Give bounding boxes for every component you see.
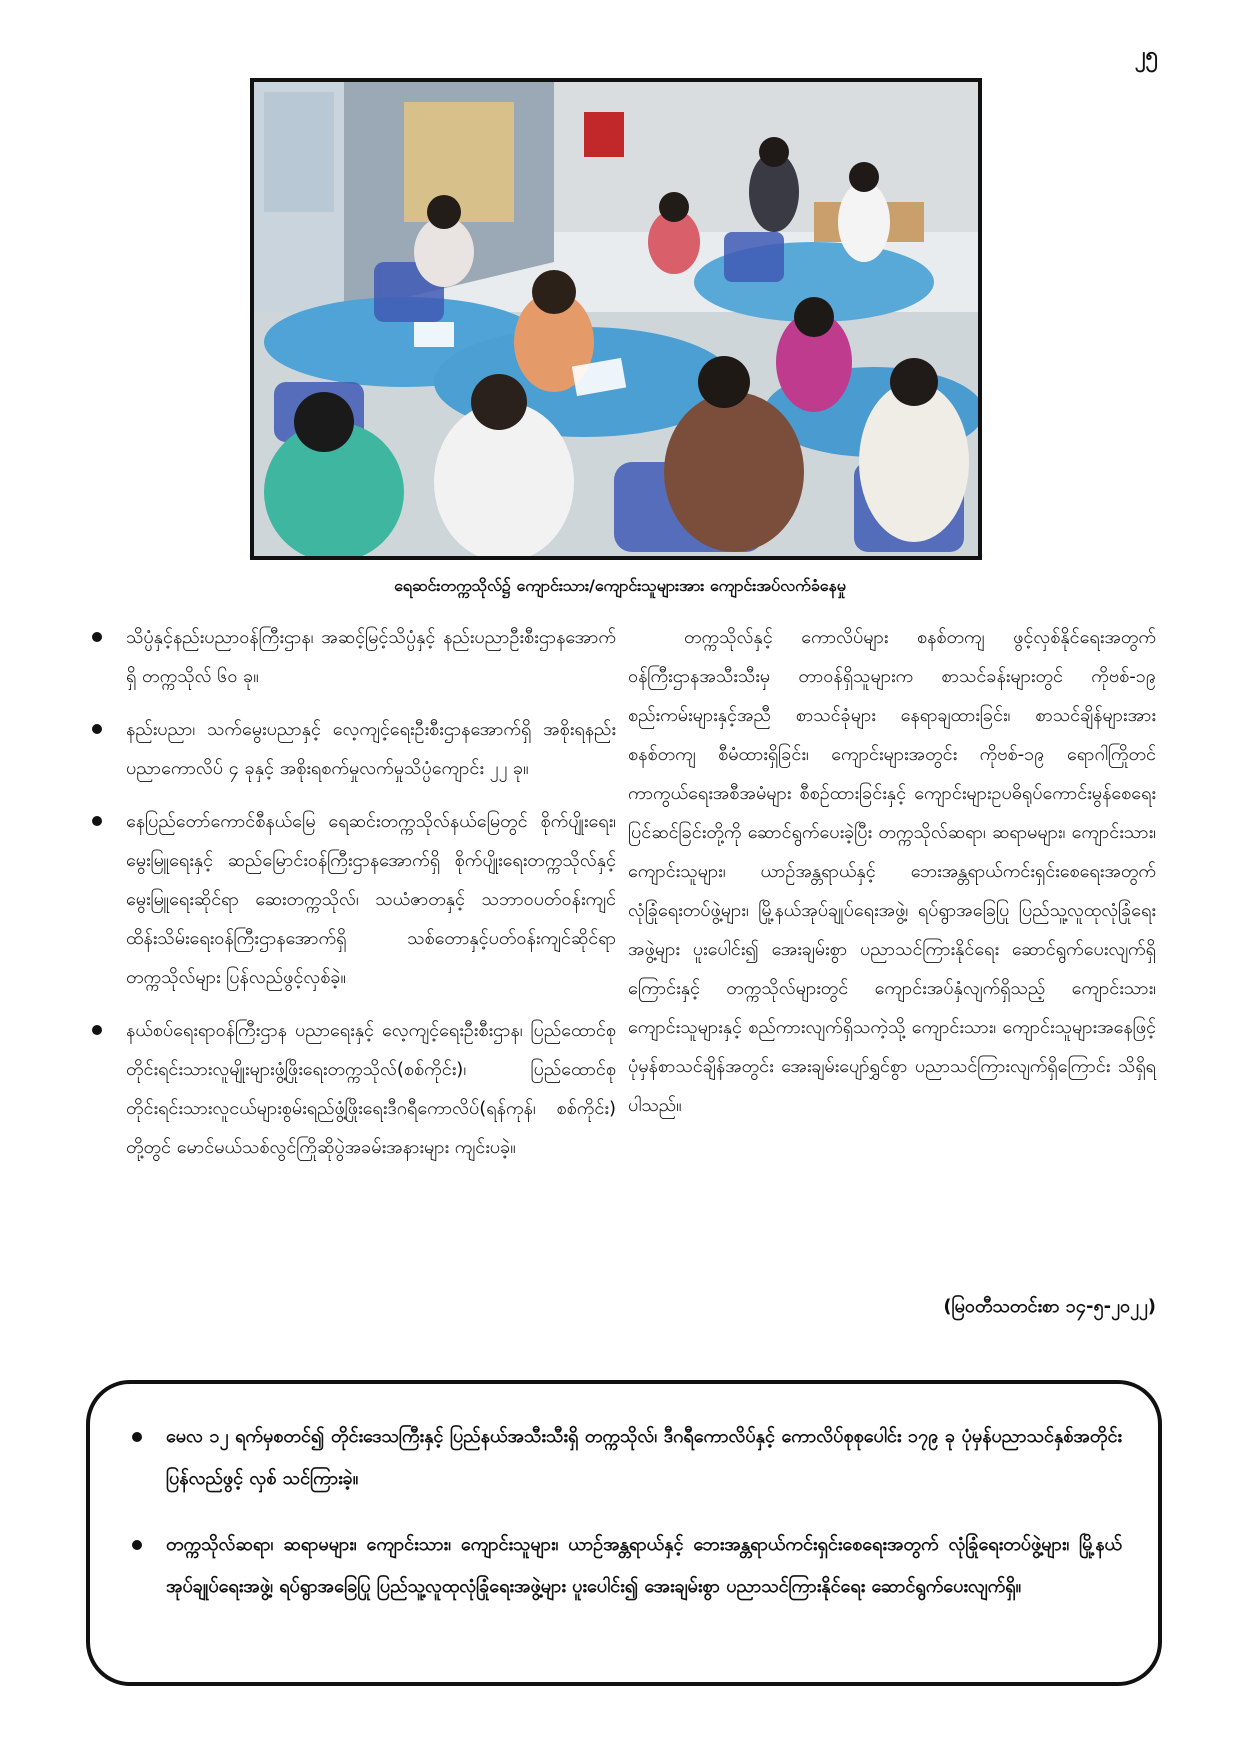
classroom-photo (250, 78, 982, 560)
classroom-photo-illustration (254, 82, 978, 556)
right-column (628, 618, 1156, 1125)
bullet-icon (132, 1432, 142, 1442)
summary-item-text: မေလ ၁၂ ရက်မှစတင်၍ တိုင်းဒေသကြီးနှင့် ပြည်နယ်အသီးသီးရှိ တက္ကသိုလ်၊ ဒီဂရီကောလိပ်နှင့် ကောလိပ်စုစုပေါင်း ၁၇၉ ခု ပုံမှန်ပညာသင်နှစ်အတိုင်း ပြန်လည်ဖွင့် လှစ် သင်ကြားခဲ့။ (166, 1426, 1122, 1489)
bullet-icon (132, 1540, 142, 1550)
summary-list (126, 1416, 1122, 1608)
list-item-text: နည်းပညာ၊ သက်မွေးပညာနှင့် လေ့ကျင့်ရေးဦးစီးဌာနအောက်ရှိ အစိုးရနည်းပညာကောလိပ် ၄ ခုနှင့် အစိုးရစက်မှုလက်မှုသိပ္ပံကျောင်း ၂၂ ခု။ (126, 719, 616, 779)
list-item (84, 618, 616, 696)
bullet-icon (92, 632, 102, 642)
list-item (84, 802, 616, 997)
list-item (84, 710, 616, 788)
list-item-text: နေပြည်တော်ကောင်စီနယ်မြေ ရေဆင်းတက္ကသိုလ်နယ်မြေတွင် စိုက်ပျိုးရေး၊ မွေးမြူရေးနှင့် ဆည်မြောင်းဝန်ကြီးဌာနအောက်ရှိ စိုက်ပျိုးရေးတက္ကသိုလ်နှင့် မွေးမြူရေးဆိုင်ရာ ဆေးတက္ကသိုလ်၊ သယံဇာတနှင့် သဘာဝပတ်ဝန်းကျင်ထိန်းသိမ်းရေးဝန်ကြီးဌာနအောက်ရှိ သစ်တောနှင့်ပတ်ဝန်းကျင်ဆိုင်ရာတက္ကသိုလ်များ ပြန်လည်ဖွင့်လှစ်ခဲ့။ (126, 811, 616, 988)
photo-caption: ရေဆင်းတက္ကသိုလ်၌ ကျောင်းသား/ကျောင်းသူများအား ကျောင်းအပ်လက်ခံနေမှု (394, 576, 846, 595)
institution-list (84, 618, 616, 1167)
bullet-icon (92, 1025, 102, 1035)
summary-item (126, 1416, 1122, 1500)
bullet-icon (92, 816, 102, 826)
source-citation: (မြဝတီသတင်းစာ ၁၄-၅-၂၀၂၂) (943, 1296, 1156, 1317)
summary-item (126, 1524, 1122, 1608)
body-paragraph: တက္ကသိုလ်နှင့် ကောလိပ်များ စနစ်တကျ ဖွင့်လှစ်နိုင်ရေးအတွက် ဝန်ကြီးဌာနအသီးသီးမှ တာဝန်ရှိသူများက စာသင်ခန်းများတွင် ကိုဗစ်-၁၉ စည်းကမ်းများနှင့်အညီ စာသင်ခုံများ နေရာချထားခြင်း၊ စာသင်ချိန်များအား စနစ်တကျ စီမံထားရှိခြင်း၊ ကျောင်းများအတွင်း ကိုဗစ်-၁၉ ရောဂါကြိုတင်ကာကွယ်ရေးအစီအမံများ စီစဉ်ထားခြင်းနှင့် ကျောင်းများဥပဓိရုပ်ကောင်းမွန်စေရေး ပြင်ဆင်ခြင်းတို့ကို ဆောင်ရွက်ပေးခဲ့ပြီး တက္ကသိုလ်ဆရာ၊ ဆရာမများ၊ ကျောင်းသား၊ ကျောင်းသူများ၊ ယာဉ်အန္တရာယ်နှင့် ဘေးအန္တရာယ်ကင်းရှင်းစေရေးအတွက် လုံခြုံရေးတပ်ဖွဲ့များ၊ မြို့နယ်အုပ်ချုပ်ရေးအဖွဲ့၊ ရပ်ရွာအခြေပြု ပြည်သူ့လူထုလုံခြုံရေးအဖွဲ့များ ပူးပေါင်း၍ အေးချမ်းစွာ ပညာသင်ကြားနိုင်ရေး ဆောင်ရွက်ပေးလျက်ရှိကြောင်းနှင့် တက္ကသိုလ်များတွင် ကျောင်းအပ်နှံလျက်ရှိသည့် ကျောင်းသား၊ ကျောင်းသူများနှင့် စည်ကားလျက်ရှိသကဲ့သို့ ကျောင်းသား၊ ကျောင်းသူများအနေဖြင့် ပုံမှန်စာသင်ချိန်အတွင်း အေးချမ်းပျော်ရွှင်စွာ ပညာသင်ကြားလျက်ရှိကြောင်း သိရှိရပါသည်။ (628, 627, 1156, 1116)
left-column (84, 618, 616, 1181)
summary-item-text: တက္ကသိုလ်ဆရာ၊ ဆရာမများ၊ ကျောင်းသား၊ ကျောင်းသူများ၊ ယာဉ်အန္တရာယ်နှင့် ဘေးအန္တရာယ်ကင်းရှင်းစေရေးအတွက် လုံခြုံရေးတပ်ဖွဲ့များ၊ မြို့နယ်အုပ်ချုပ်ရေးအဖွဲ့၊ ရပ်ရွာအခြေပြု ပြည်သူ့လူထုလုံခြုံရေးအဖွဲ့များ ပူးပေါင်း၍ အေးချမ်းစွာ ပညာသင်ကြားနိုင်ရေး ဆောင်ရွက်ပေးလျက်ရှိ။ (166, 1534, 1122, 1597)
bullet-icon (92, 724, 102, 734)
list-item (84, 1011, 616, 1167)
list-item-text: သိပ္ပံနှင့်နည်းပညာဝန်ကြီးဌာန၊ အဆင့်မြင့်သိပ္ပံနှင့် နည်းပညာဦးစီးဌာနအောက်ရှိ တက္ကသိုလ် ၆၀ ခု။ (126, 627, 616, 687)
summary-box (86, 1380, 1162, 1686)
page-number: ၂၅ (1134, 43, 1158, 68)
list-item-text: နယ်စပ်ရေးရာဝန်ကြီးဌာန ပညာရေးနှင့် လေ့ကျင့်ရေးဦးစီးဌာန၊ ပြည်ထောင်စုတိုင်းရင်းသားလူမျိုးများဖွံ့ဖြိုးရေးတက္ကသိုလ်(စစ်ကိုင်း)၊ ပြည်ထောင်စုတိုင်းရင်းသားလူငယ်များစွမ်းရည်ဖွံ့ဖြိုးရေးဒီဂရီကောလိပ်(ရန်ကုန်၊ စစ်ကိုင်း) တို့တွင် မောင်မယ်သစ်လွင်ကြိုဆိုပွဲအခမ်းအနားများ ကျင်းပခဲ့။ (126, 1020, 616, 1158)
